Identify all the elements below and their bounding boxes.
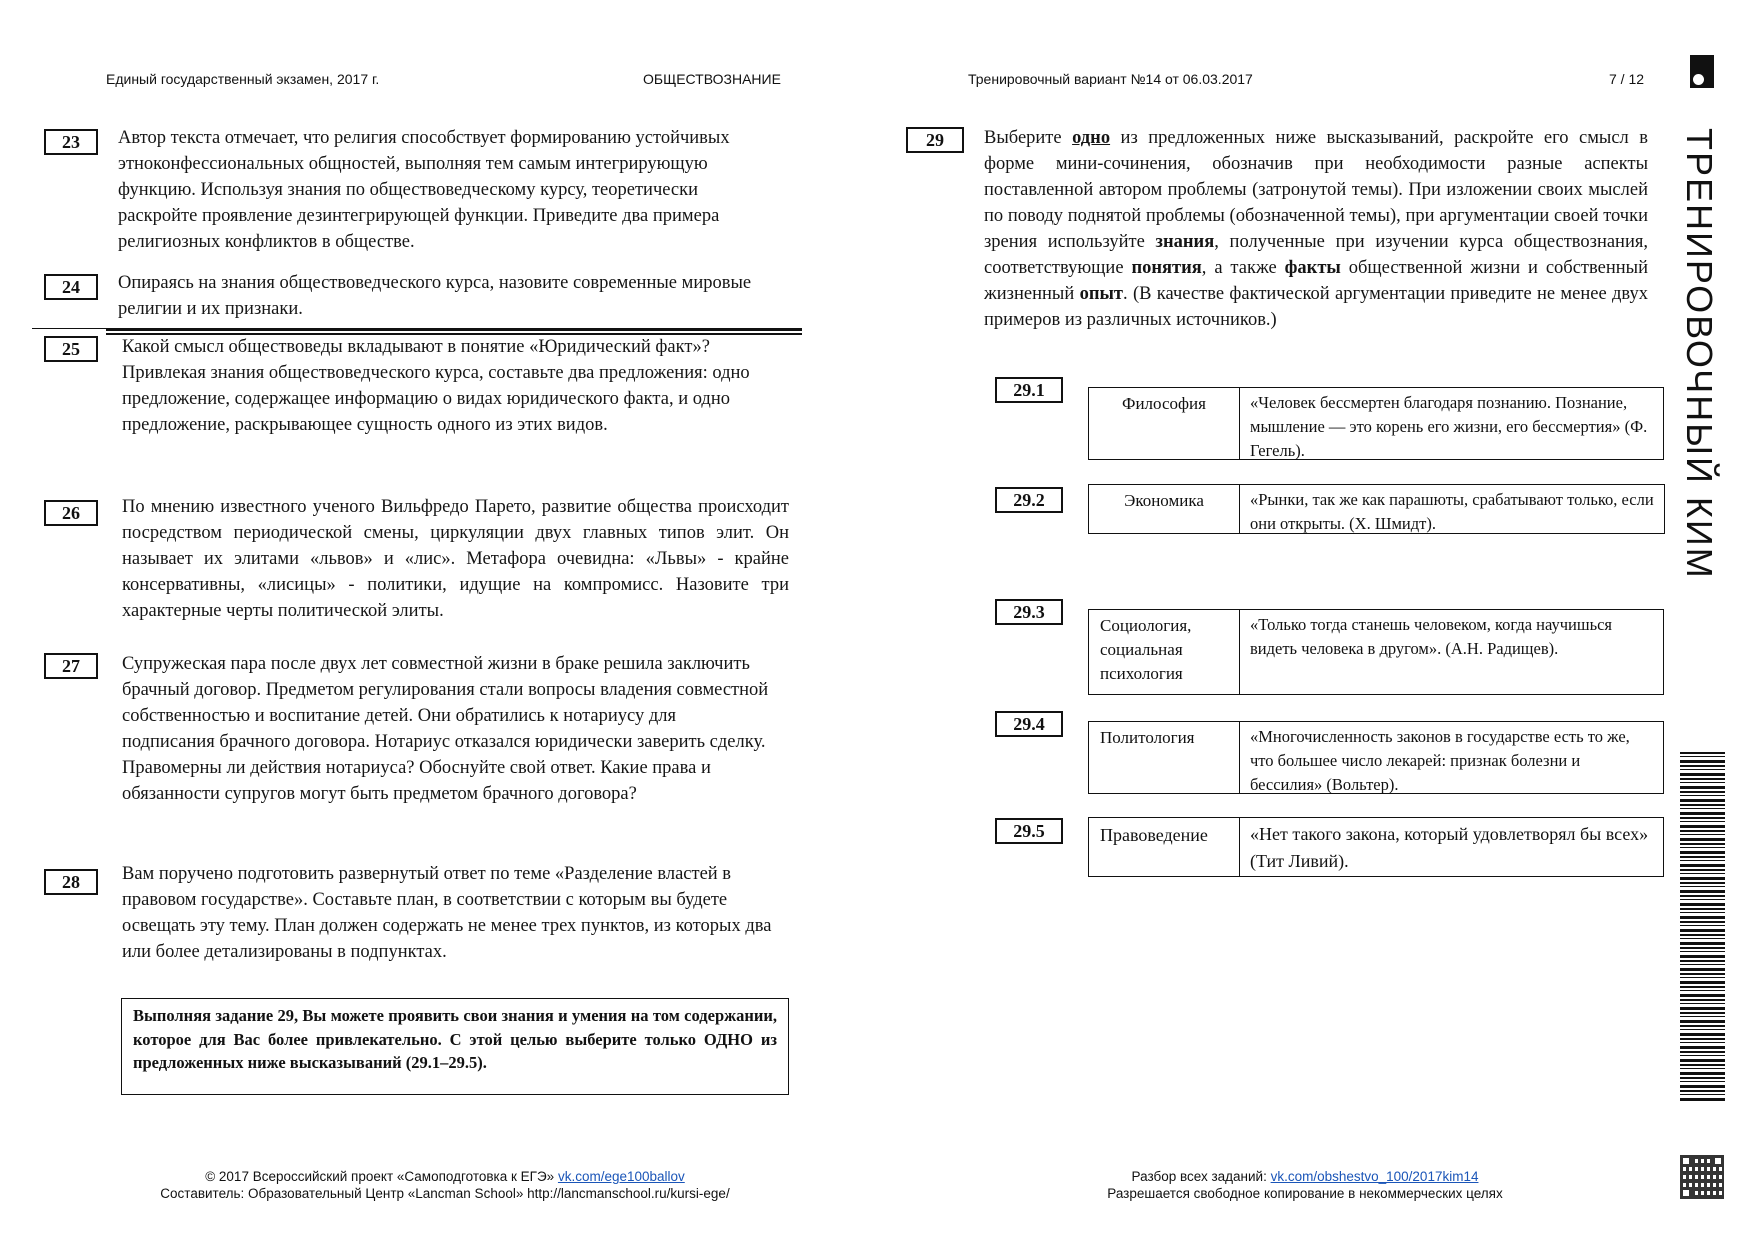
task-number: 23 [44,129,98,155]
option-box [1088,609,1664,695]
option-number: 29.3 [995,599,1063,625]
emphasis-experience: опыт [1079,284,1124,304]
option-quote: «Многочисленность законов в государстве есть то же, что большее число лекарей: признак болезни и бессилия» (Вольтер). [1250,727,1630,794]
emphasis-knowledge: знания [1155,232,1215,252]
option-number: 29.4 [995,711,1063,737]
task29-text [984,125,1648,333]
option-quote: «Человек бессмертен благодаря познанию. Познание, мышление — это корень его жизни, его бессмертия» (Ф. Гегель). [1250,393,1648,460]
footer-copyright: © 2017 Всероссийский проект «Самоподготовка к ЕГЭ» [205,1169,558,1184]
option-subject: Политология [1089,722,1240,793]
task29-text-part: Выберите [984,128,1073,148]
task29-text-part: общественной жизни и собственный жизненный [984,258,1648,304]
footer-copy-notice: Разрешается свободное копирование в некоммерческих целях [1107,1186,1503,1201]
task29-text-part: , а также [1201,258,1285,278]
footer-right [1000,1168,1610,1202]
option-subject: Правоведение [1089,818,1240,876]
task-text: Автор текста отмечает, что религия способствует формированию устойчивых этноконфессиональных общностей, выполняя тем самым интегрирующую функцию. Используя знания по обществоведческому курсу, теоретически раскройте проявление дезинтегрирующей функции. Приведите два примера религиозных конфликтов в обществе. [118,128,730,252]
option-box [1088,817,1664,877]
task29-text-part: , полученные при изучении курса обществознания, соответствующие [984,232,1648,278]
task-number: 26 [44,500,98,526]
option-box [1088,721,1664,794]
barcode [1680,752,1725,1102]
task-text: Опираясь на знания обществоведческого курса, назовите современные мировые религии и их признаки. [118,273,752,319]
option-quote: «Только тогда станешь человеком, когда научишься видеть человека в другом». (А.Н. Радищев). [1250,615,1613,658]
corner-marker-icon [1690,55,1714,88]
task-number: 29 [906,127,964,153]
task29-notice: Выполняя задание 29, Вы можете проявить свои знания и умения на том содержании, которое для Вас более привлекательно. С этой целью выберите только ОДНО из предложенных ниже высказываний (29.1–29.5). [121,998,789,1095]
subject-title: ОБЩЕСТВОЗНАНИЕ [643,71,781,87]
task-text: Какой смысл обществоведы вкладывают в понятие «Юридический факт»? Привлекая знания обществоведческого курса, составьте два предложения: одно предложение, содержащее информацию о видах юридического факта, и одно предложение, раскрывающее сущность одного из этих видов. [122,337,750,435]
task-number: 28 [44,869,98,895]
footer-analysis: Разбор всех заданий: [1131,1169,1271,1184]
option-subject: Экономика [1089,485,1240,533]
option-box [1088,484,1665,534]
page-number: 7 / 12 [1609,71,1645,87]
option-number: 29.1 [995,377,1063,403]
task-text: Вам поручено подготовить развернутый ответ по теме «Разделение властей в правовом государстве». Составьте план, в соответствии с которым вы будете освещать эту тему. План должен содержать не менее трех пунктов, из которых два или более детализированы в подпунктах. [122,864,772,962]
task-text: По мнению известного ученого Вильфредо Парето, развитие общества происходит посредством периодической смены, циркуляции двух главных типов элит. Он называет их элитами «львов» и «лис». Метафора очевидна: «Львы» - крайне консервативны, «лисицы» - политики, идущие на компромисс. Назовите три характерные черты политической элиты. [122,497,789,621]
variant-title: Тренировочный вариант №14 от 06.03.2017 [968,71,1253,87]
option-subject: Социология, социальная психология [1089,610,1240,694]
option-subject: Философия [1089,388,1240,459]
footer-analysis-link[interactable]: vk.com/obshestvo_100/2017kim14 [1270,1169,1479,1184]
task-number: 25 [44,336,98,362]
option-number: 29.5 [995,818,1063,844]
task-text: Супружеская пара после двух лет совместной жизни в браке решила заключить брачный договор. Предметом регулирования стали вопросы владения совместной собственностью и воспитание детей. Они обратились к нотариусу для подписания брачного договора. Нотариус отказался юридически заверить сделку. Правомерны ли действия нотариуса? Обоснуйте свой ответ. Какие права и обязанности супругов могут быть предметом брачного договора? [122,654,769,804]
task29-text-part: . (В качестве фактической аргументации приведите не менее двух примеров из различных источников.) [984,284,1649,330]
option-number: 29.2 [995,487,1063,513]
footer-compiler: Составитель: Образовательный Центр «Lancman School» http://lancmanschool.ru/kursi-ege/ [160,1186,730,1201]
qr-code [1680,1155,1724,1199]
task-number: 27 [44,653,98,679]
footer-left [100,1168,790,1202]
emphasis-facts: факты [1284,258,1341,278]
task-number: 24 [44,274,98,300]
emphasis-concepts: понятия [1131,258,1202,278]
option-quote: «Нет такого закона, который удовлетворял бы всех» (Тит Ливий). [1250,824,1649,871]
exam-title: Единый государственный экзамен, 2017 г. [106,71,380,87]
side-label: ТРЕНИРОВОЧНЫЙ КИМ [1679,128,1720,580]
option-quote: «Рынки, так же как парашюты, срабатывают только, если они открыты. (Х. Шмидт). [1250,490,1654,533]
task29-text-part: из предложенных ниже высказываний, раскройте его смысл в форме мини-сочинения, обозначив при необходимости разные аспекты поставленной автором проблемы (затронутой темы). При изложении своих мыслей по поводу поднятой проблемы (обозначенной темы), при аргументации своей точки зрения используйте [984,128,1648,252]
emphasis-one: одно [1072,128,1111,148]
option-box [1088,387,1664,460]
footer-copyright-link[interactable]: vk.com/ege100ballov [557,1169,685,1184]
